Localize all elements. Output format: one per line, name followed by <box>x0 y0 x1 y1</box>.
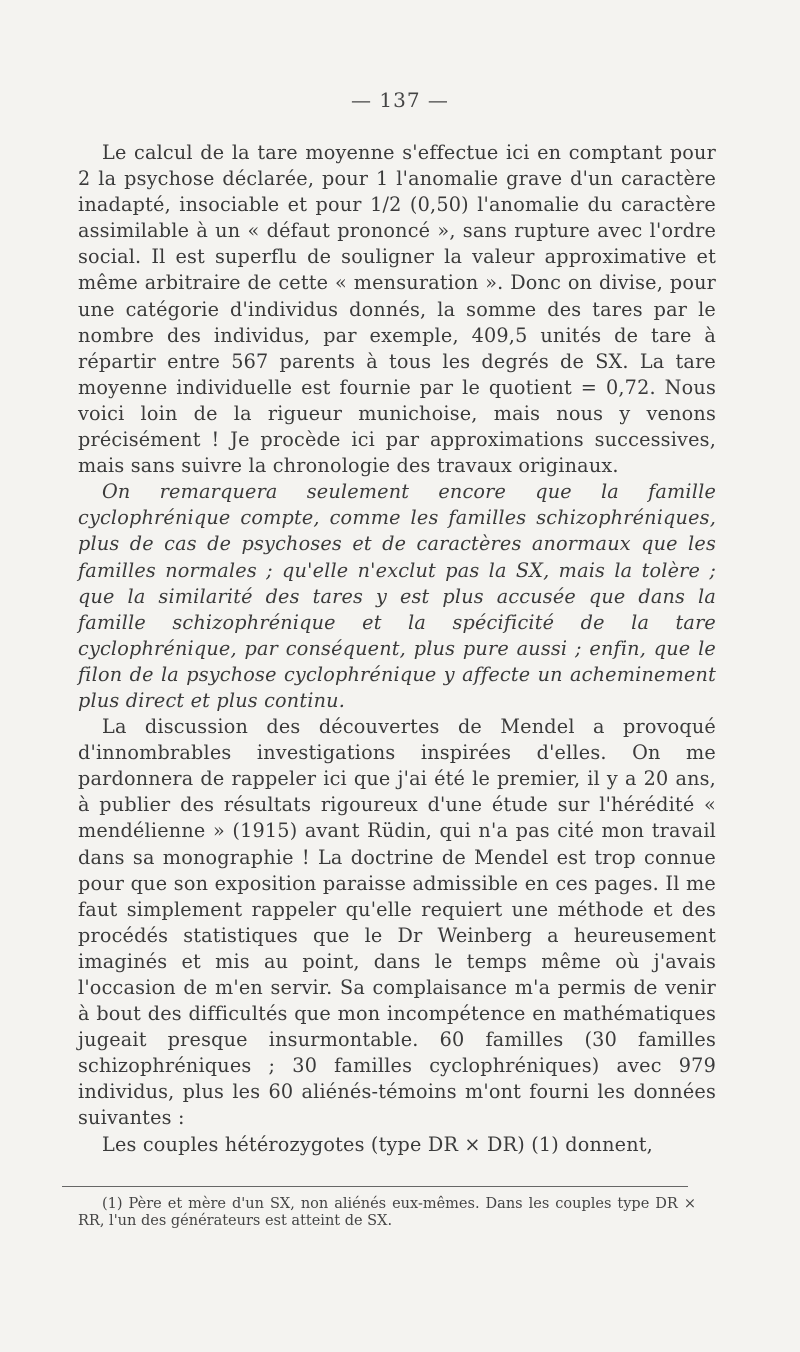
footnote: (1) Père et mère d'un SX, non aliénés eux-mêmes. Dans les couples type DR × RR, l'un des générateurs est atteint de SX. <box>78 1196 696 1229</box>
paragraph-cyclophrenic-family: On remarquera seulement encore que la famille cyclophrénique compte, comme les familles schizophréniques, plus de cas de psychoses et de caractères anormaux que les familles normales ; qu'elle n'exclut pas la SX, mais la tolère ; que la similarité des tares y est plus accusée que dans la famille schizophrénique et la spécificité de la tare cyclophrénique, par conséquent, plus pure aussi ; enfin, que le filon de la psychose cyclophrénique y affecte un acheminement plus direct et plus continu. <box>78 480 716 712</box>
main-text <box>78 140 716 1158</box>
page-number: — 137 — <box>351 88 449 112</box>
paragraph-heterozygous-couples: Les couples hétérozygotes (type DR × DR) (1) donnent, <box>102 1132 653 1156</box>
paragraph-mendel-discussion: La discussion des découvertes de Mendel a provoqué d'innombrables investigations inspirées d'elles. On me pardonnera de rappeler ici que j'ai été le premier, il y a 20 ans, à publier des résultats rigoureux d'une étude sur l'hérédité « mendélienne » (1915) avant Rüdin, qui n'a pas cité mon travail dans sa monographie ! La doctrine de Mendel est trop connue pour que son exposition paraisse admissible en ces pages. Il me faut simplement rappeler qu'elle requiert une méthode et des procédés statistiques que le Dr Weinberg a heureusement imaginés et mis au point, dans le temps même où j'avais l'occasion de m'en servir. Sa complaisance m'a permis de venir à bout des difficultés que mon incompétence en mathématiques jugeait presque insurmontable. 60 familles (30 familles schizophréniques ; 30 familles cyclophréniques) avec 979 individus, plus les 60 aliénés-témoins m'ont fourni les données suivantes : <box>78 715 716 1130</box>
footnote-divider <box>62 1186 688 1187</box>
paragraph-tare-calculation: Le calcul de la tare moyenne s'effectue ici en comptant pour 2 la psychose déclarée, pour 1 l'anomalie grave d'un caractère inadapté, insociable et pour 1/2 (0,50) l'anomalie du caractère assimilable à un « défaut prononcé », sans rupture avec l'ordre social. Il est superflu de souligner la valeur approximative et même arbitraire de cette « mensuration ». Donc on divise, pour une catégorie d'individus donnés, la somme des tares par le nombre des individus, par exemple, 409,5 unités de tare à répartir entre 567 parents à tous les degrés de SX. La tare moyenne individuelle est fournie par le quotient = 0,72. Nous voici loin de la rigueur munichoise, mais nous y venons précisément ! Je procède ici par approximations successives, mais sans suivre la chronologie des travaux originaux. <box>78 141 716 478</box>
